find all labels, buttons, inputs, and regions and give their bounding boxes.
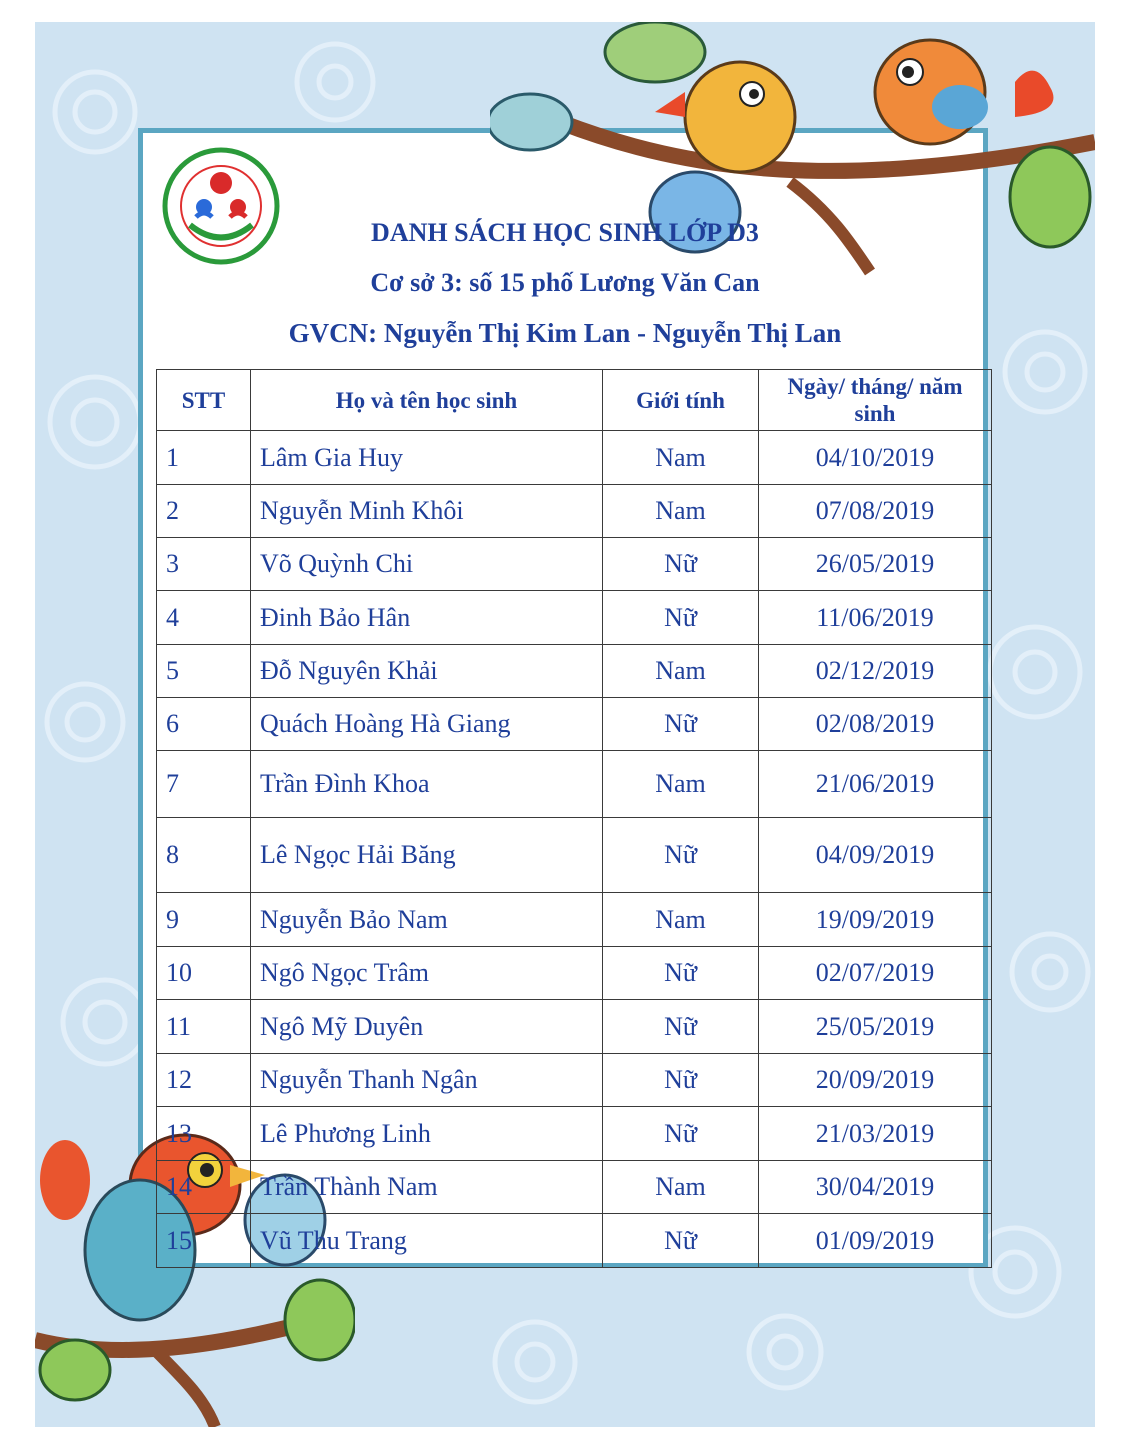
gender: Nữ [603,1214,759,1268]
student-name: Ngô Ngọc Trâm [251,947,603,1000]
date-of-birth: 19/09/2019 [759,893,992,947]
birds-branch-icon [490,22,1095,292]
student-name: Võ Quỳnh Chi [251,538,603,591]
student-name: Nguyễn Minh Khôi [251,485,603,538]
gender: Nam [603,1161,759,1214]
student-name: Vũ Thu Trang [251,1214,603,1268]
date-of-birth: 02/07/2019 [759,947,992,1000]
student-name: Đỗ Nguyên Khải [251,645,603,698]
gender: Nữ [603,538,759,591]
student-name: Trần Đình Khoa [251,751,603,818]
date-of-birth: 04/10/2019 [759,431,992,485]
date-of-birth: 11/06/2019 [759,591,992,645]
row-number: 1 [157,431,251,485]
row-number: 5 [157,645,251,698]
student-name: Quách Hoàng Hà Giang [251,698,603,751]
student-name: Trần Thành Nam [251,1161,603,1214]
school-logo-icon [160,145,282,267]
table-row [157,893,992,947]
date-of-birth: 02/12/2019 [759,645,992,698]
table-row [157,1161,992,1214]
date-of-birth: 21/03/2019 [759,1107,992,1161]
student-name: Ngô Mỹ Duyên [251,1000,603,1054]
row-number: 8 [157,818,251,893]
column-header-stt: STT [157,370,251,431]
gender: Nam [603,485,759,538]
date-of-birth: 25/05/2019 [759,1000,992,1054]
row-number: 10 [157,947,251,1000]
gender: Nam [603,893,759,947]
row-number: 2 [157,485,251,538]
student-name: Nguyễn Thanh Ngân [251,1054,603,1107]
column-header-dob: Ngày/ tháng/ năm sinh [759,370,992,431]
table-row [157,591,992,645]
gender: Nam [603,645,759,698]
student-name: Lê Phương Linh [251,1107,603,1161]
row-number: 6 [157,698,251,751]
date-of-birth: 21/06/2019 [759,751,992,818]
table-row [157,645,992,698]
table-row [157,1214,992,1268]
campus-address: Cơ sở 3: số 15 phố Lương Văn Can [370,268,760,297]
table-row [157,538,992,591]
student-name: Đinh Bảo Hân [251,591,603,645]
date-of-birth: 20/09/2019 [759,1054,992,1107]
page-title: DANH SÁCH HỌC SINH LỚP D3 [371,218,759,247]
gender: Nam [603,751,759,818]
date-of-birth: 04/09/2019 [759,818,992,893]
column-header-name: Họ và tên học sinh [251,370,603,431]
gender: Nữ [603,591,759,645]
gender: Nữ [603,1054,759,1107]
table-body [157,431,992,1268]
student-name: Lê Ngọc Hải Băng [251,818,603,893]
table-row [157,818,992,893]
row-number: 7 [157,751,251,818]
homeroom-teachers: GVCN: Nguyễn Thị Kim Lan - Nguyễn Thị Lan [288,318,842,348]
table-row [157,698,992,751]
row-number: 9 [157,893,251,947]
student-name: Nguyễn Bảo Nam [251,893,603,947]
table-header-row [157,370,992,431]
row-number: 3 [157,538,251,591]
table-row [157,1107,992,1161]
row-number: 14 [157,1161,251,1214]
table-row [157,947,992,1000]
gender: Nữ [603,698,759,751]
gender: Nữ [603,1107,759,1161]
date-of-birth: 26/05/2019 [759,538,992,591]
row-number: 4 [157,591,251,645]
table-row [157,1000,992,1054]
row-number: 13 [157,1107,251,1161]
gender: Nam [603,431,759,485]
gender: Nữ [603,818,759,893]
date-of-birth: 02/08/2019 [759,698,992,751]
date-of-birth: 07/08/2019 [759,485,992,538]
row-number: 11 [157,1000,251,1054]
date-of-birth: 30/04/2019 [759,1161,992,1214]
column-header-gender: Giới tính [603,370,759,431]
student-name: Lâm Gia Huy [251,431,603,485]
student-table [156,369,992,1268]
date-of-birth: 01/09/2019 [759,1214,992,1268]
row-number: 12 [157,1054,251,1107]
table-row [157,431,992,485]
gender: Nữ [603,947,759,1000]
table-row [157,751,992,818]
row-number: 15 [157,1214,251,1268]
gender: Nữ [603,1000,759,1054]
table-row [157,1054,992,1107]
table-row [157,485,992,538]
